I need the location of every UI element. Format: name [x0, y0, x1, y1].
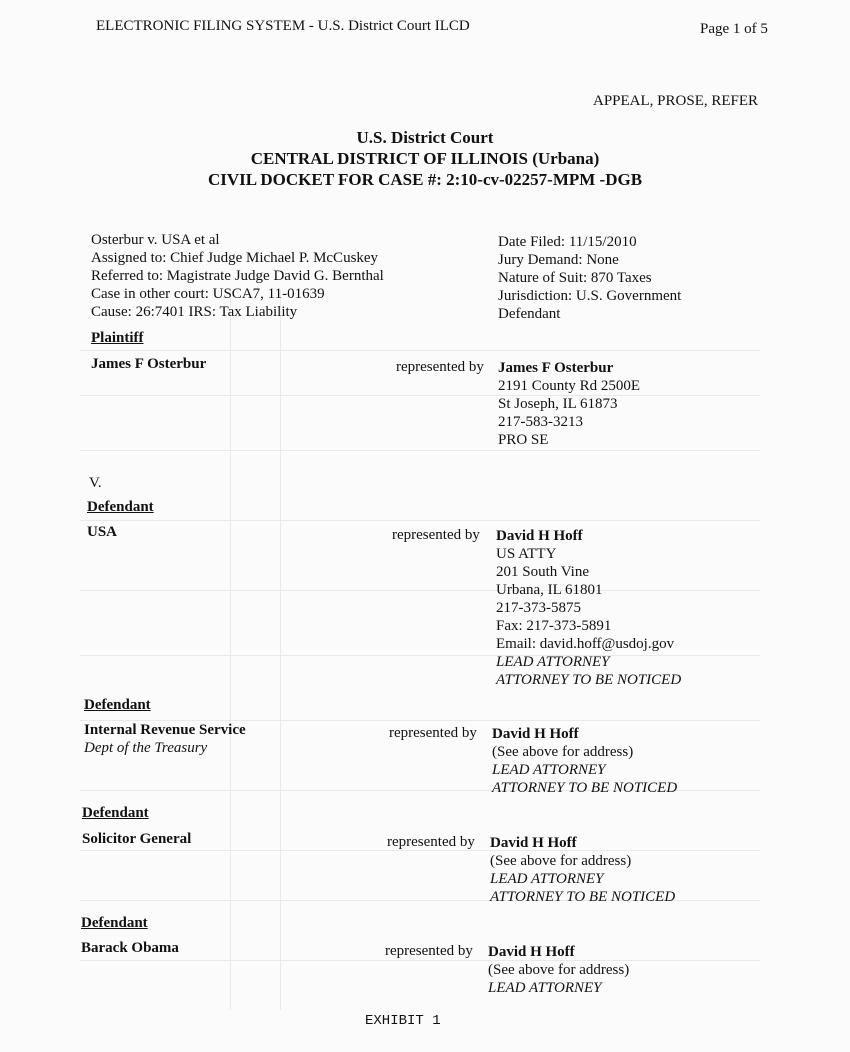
irs-attorney-block — [492, 725, 677, 797]
lead-attorney-label: LEAD ATTORNEY — [496, 654, 610, 670]
docket-title: CIVIL DOCKET FOR CASE #: 2:10-cv-02257-MPM -DGB — [207, 170, 643, 189]
usa-attorney-block — [496, 527, 681, 689]
obama-address-ref: (See above for address) — [488, 962, 630, 978]
case-flags: APPEAL, PROSE, REFER — [593, 93, 759, 109]
case-caption: Osterbur v. USA et al — [91, 232, 220, 248]
solicitor-address-ref: (See above for address) — [490, 853, 632, 869]
represented-by-label: represented by — [389, 725, 477, 741]
lead-attorney-label: LEAD ATTORNEY — [490, 871, 604, 887]
usa-attorney-name: David H Hoff — [496, 528, 583, 544]
usa-address-2: Urbana, IL 61801 — [496, 582, 603, 598]
attorney-to-be-noticed-label: ATTORNEY TO BE NOTICED — [490, 889, 676, 905]
usa-email: Email: david.hoff@usdoj.gov — [496, 636, 675, 652]
nature-of-suit: Nature of Suit: 870 Taxes — [498, 270, 652, 286]
irs-attorney-name: David H Hoff — [492, 726, 579, 742]
plaintiff-attorney-name: James F Osterbur — [498, 360, 614, 376]
other-court: Case in other court: USCA7, 11-01639 — [91, 286, 325, 302]
defendant-name-solicitor: Solicitor General — [82, 831, 192, 847]
obama-attorney-block — [488, 943, 629, 997]
defendant-subname-irs: Dept of the Treasury — [84, 740, 208, 756]
lead-attorney-label: LEAD ATTORNEY — [492, 762, 606, 778]
solicitor-attorney-block — [490, 834, 675, 906]
date-filed: Date Filed: 11/15/2010 — [498, 234, 637, 250]
represented-by-label: represented by — [392, 527, 480, 543]
defendant-heading: Defendant — [84, 697, 151, 713]
plaintiff-name: James F Osterbur — [91, 356, 207, 372]
court-title: U.S. District Court — [356, 128, 494, 147]
jurisdiction-cont: Defendant — [498, 306, 561, 322]
exhibit-label: EXHIBIT 1 — [365, 1013, 441, 1029]
versus: V. — [89, 475, 102, 491]
jury-demand: Jury Demand: None — [498, 252, 619, 268]
cause: Cause: 26:7401 IRS: Tax Liability — [91, 304, 298, 320]
represented-by-label: represented by — [396, 359, 484, 375]
district-title: CENTRAL DISTRICT OF ILLINOIS (Urbana) — [250, 149, 600, 168]
referred-judge: Referred to: Magistrate Judge David G. Bernthal — [91, 268, 384, 284]
plaintiff-heading: Plaintiff — [91, 330, 144, 346]
obama-attorney-name: David H Hoff — [488, 944, 575, 960]
irs-address-ref: (See above for address) — [492, 744, 634, 760]
usa-phone: 217-373-5875 — [496, 600, 581, 616]
usa-fax: Fax: 217-373-5891 — [496, 618, 612, 634]
solicitor-attorney-name: David H Hoff — [490, 835, 577, 851]
case-info-left — [91, 231, 384, 321]
plaintiff-phone: 217-583-3213 — [498, 414, 583, 430]
plaintiff-address-1: 2191 County Rd 2500E — [498, 378, 641, 394]
plaintiff-address-2: St Joseph, IL 61873 — [498, 396, 618, 412]
defendant-name-irs: Internal Revenue Service — [84, 722, 246, 738]
usa-address-1: 201 South Vine — [496, 564, 589, 580]
lead-attorney-label: LEAD ATTORNEY — [488, 980, 602, 996]
defendant-heading: Defendant — [87, 499, 154, 515]
defendant-heading: Defendant — [81, 915, 148, 931]
represented-by-label: represented by — [385, 943, 473, 959]
plaintiff-status: PRO SE — [498, 432, 549, 448]
attorney-to-be-noticed-label: ATTORNEY TO BE NOTICED — [496, 672, 682, 688]
attorney-to-be-noticed-label: ATTORNEY TO BE NOTICED — [492, 780, 678, 796]
jurisdiction: Jurisdiction: U.S. Government — [498, 288, 682, 304]
page-number: Page 1 of 5 — [700, 21, 768, 37]
system-header: ELECTRONIC FILING SYSTEM - U.S. District Court ILCD — [96, 18, 470, 34]
assigned-judge: Assigned to: Chief Judge Michael P. McCuskey — [91, 250, 379, 266]
usa-office: US ATTY — [496, 546, 557, 562]
defendant-heading: Defendant — [82, 805, 149, 821]
plaintiff-attorney-block — [498, 359, 640, 449]
defendant-name-obama: Barack Obama — [81, 940, 179, 956]
defendant-name-usa: USA — [87, 524, 118, 540]
represented-by-label: represented by — [387, 834, 475, 850]
case-info-right — [498, 233, 681, 323]
